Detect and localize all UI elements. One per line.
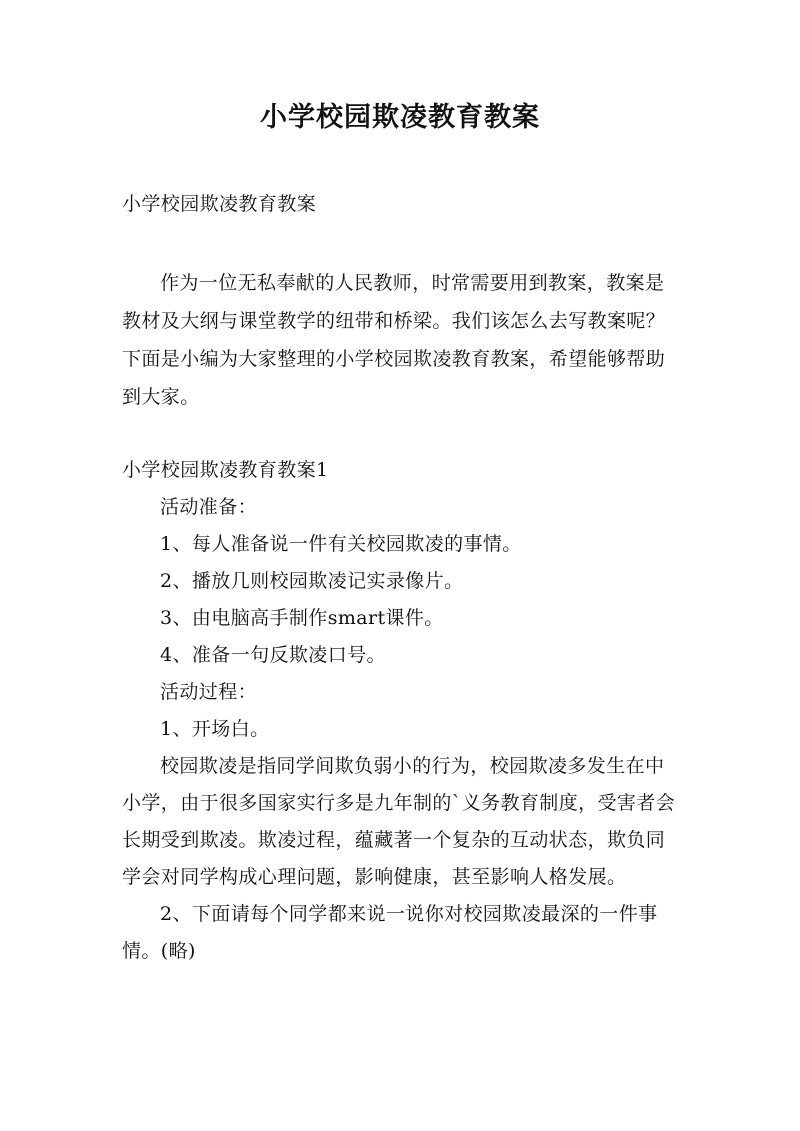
section-heading: 小学校园欺凌教育教案1 [122, 459, 329, 481]
document-title: 小学校园欺凌教育教案 [260, 102, 540, 133]
preparation-item: 1、每人准备说一件有关校园欺凌的事情。 [160, 533, 522, 555]
preparation-item: 4、准备一句反欺凌口号。 [160, 644, 386, 666]
process-heading: 活动过程： [160, 681, 258, 703]
spacer [122, 416, 682, 452]
preparation-item: 3、由电脑高手制作smart课件。 [160, 607, 444, 629]
document-body [122, 186, 682, 970]
document-subtitle: 小学校园欺凌教育教案 [122, 193, 317, 215]
step-2-paragraph: 2、下面请每个同学都来说一说你对校园欺凌最深的一件事情。(略) [122, 903, 658, 962]
preparation-heading: 活动准备： [160, 496, 258, 518]
step-1-heading: 1、开场白。 [160, 718, 270, 740]
preparation-item: 2、播放几则校园欺凌记实录像片。 [160, 570, 464, 592]
step-1-paragraph: 校园欺凌是指同学间欺负弱小的行为，校园欺凌多发生在中小学，由于很多国家实行多是九年制的`义务教育制度，受害者会长期受到欺凌。欺凌过程，蕴藏著一个复杂的互动状态，欺负同学会对同学构成心理问题，影响健康，甚至影响人格发展。 [122, 755, 676, 888]
intro-paragraph: 作为一位无私奉献的人民教师，时常需要用到教案，教案是教材及大纲与课堂教学的纽带和桥梁。我们该怎么去写教案呢？下面是小编为大家整理的小学校园欺凌教育教案，希望能够帮助到大家。 [122, 272, 666, 408]
spacer [122, 223, 682, 264]
